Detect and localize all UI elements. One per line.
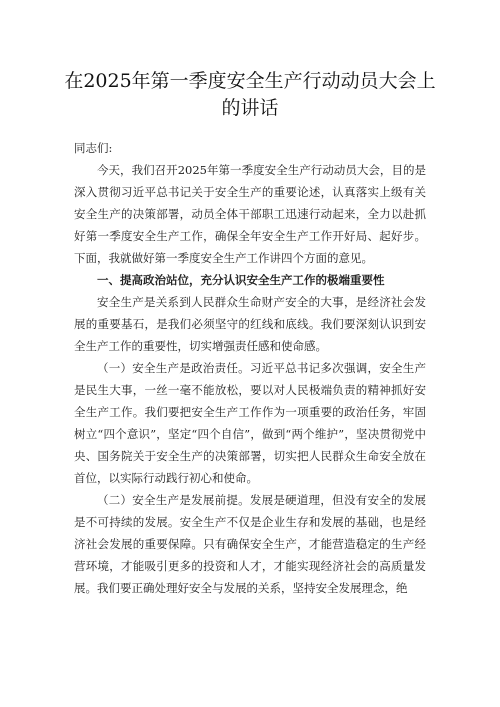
salutation: 同志们: — [74, 141, 113, 155]
document-body — [74, 137, 426, 599]
section-heading-1: 一、提高政治站位，充分认识安全生产工作的极端重要性 — [97, 273, 385, 287]
paragraph-subsection-1: （一）安全生产是政治责任。习近平总书记多次强调，安全生产是民生大事，一丝一毫不能放松，要以对人民极端负责的精神抓好安全生产工作。我们要把安全生产工作作为一项重要的政治任务，牢固树立“四个意识”，坚定“四个自信”，做到“两个维护”，坚决贯彻党中央、国务院关于安全生产的决策部署，切实把人民群众生命安全放在首位，以实际行动践行初心和使命。 — [74, 361, 426, 485]
paragraph-section-1: 安全生产是关系到人民群众生命财产安全的大事，是经济社会发展的重要基石，是我们必须坚守的红线和底线。我们要深刻认识到安全生产工作的重要性，切实增强责任感和使命感。 — [74, 295, 426, 353]
paragraph-intro: 今天，我们召开2025年第一季度安全生产行动动员大会，目的是深入贯彻习近平总书记关于安全生产的重要论述，认真落实上级有关安全生产的决策部署，动员全体干部职工迅速行动起来，全力以赴抓好第一季度安全生产工作，确保全年安全生产工作开好局、起好步。下面，我就做好第一季度安全生产工作讲四个方面的意见。 — [74, 163, 426, 265]
paragraph-subsection-2: （二）安全生产是发展前提。发展是硬道理，但没有安全的发展是不可持续的发展。安全生产不仅是企业生存和发展的基础，也是经济社会发展的重要保障。只有确保安全生产，才能营造稳定的生产经营环境，才能吸引更多的投资和人才，才能实现经济社会的高质量发展。我们要正确处理好安全与发展的关系，坚持安全发展理念，绝 — [74, 493, 426, 595]
document-title: 在2025年第一季度安全生产行动动员大会上的讲话 — [64, 70, 436, 119]
